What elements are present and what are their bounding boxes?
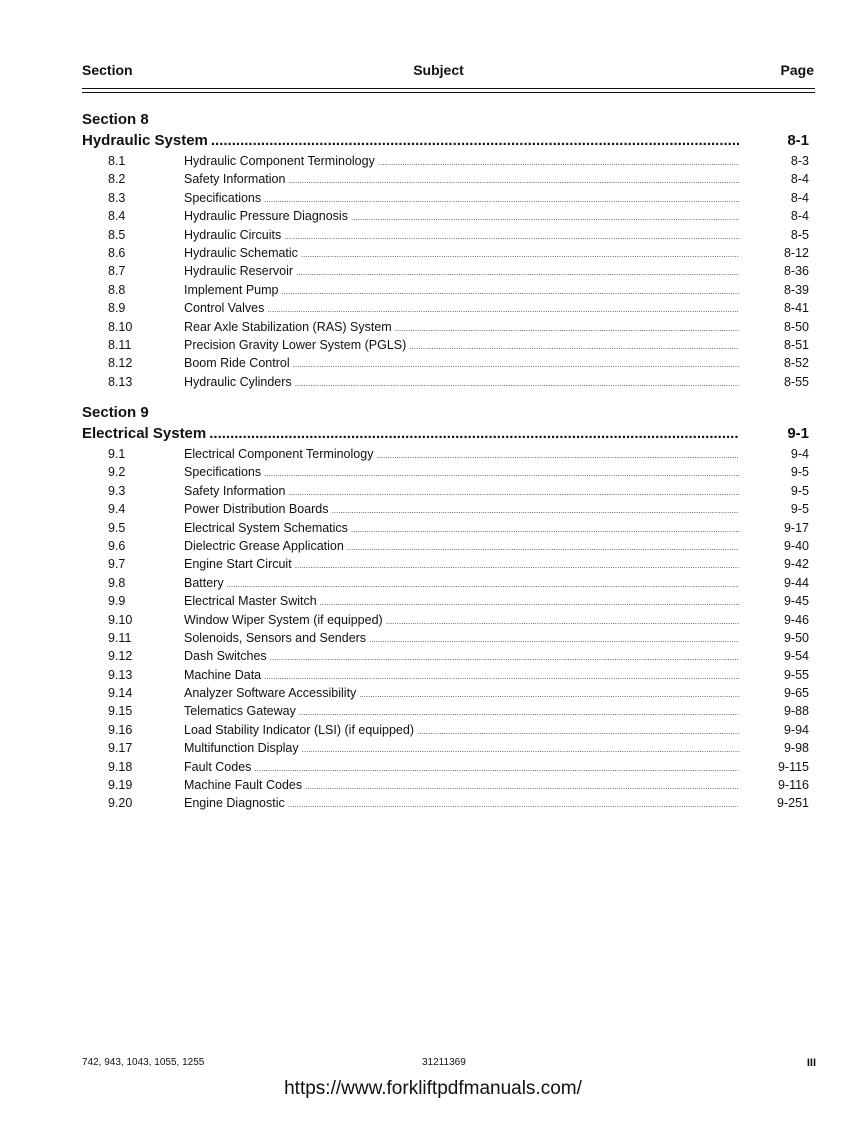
entry-number: 9.3 [108,483,126,498]
toc-entry[interactable] [82,482,809,500]
entry-title: Engine Start Circuit [184,557,292,572]
entry-page: 8-4 [790,172,809,187]
entry-title: Telematics Gateway [184,704,296,719]
dot-leader [264,465,739,483]
entry-page: 9-98 [783,741,809,756]
entry-page: 9-88 [783,704,809,719]
entry-number: 9.14 [108,686,133,701]
entry-page: 9-17 [783,520,809,535]
entry-number: 9.4 [108,502,126,517]
entry-number: 8.11 [108,337,132,352]
toc-entry[interactable] [82,592,809,610]
entry-page: 9-116 [777,778,809,793]
toc-entry[interactable] [82,207,809,225]
section-heading-link[interactable] [82,423,809,444]
entry-number: 9.19 [108,778,133,793]
toc-entry[interactable] [82,721,809,739]
entry-page: 8-5 [790,227,809,242]
entry-number: 8.6 [108,245,126,260]
entry-page: 8-50 [783,319,809,334]
entry-number: 8.8 [108,282,126,297]
dot-leader [417,723,739,741]
dot-leader [351,209,739,227]
entry-title: Engine Diagnostic [184,796,285,811]
toc-entry[interactable] [82,702,809,720]
watermark-url[interactable]: https://www.forkliftpdfmanuals.com/ [284,1078,582,1099]
dot-leader [281,283,739,301]
toc-section-8 [82,110,809,391]
dot-leader [351,521,739,539]
entry-title: Control Valves [184,301,265,316]
dot-leader [369,631,739,649]
dot-leader [296,264,739,282]
entry-page: 8-12 [783,245,809,260]
entry-title: Machine Fault Codes [184,778,303,793]
toc-entry[interactable] [82,574,809,592]
entry-page: 8-39 [783,282,809,297]
entry-page: 8-51 [783,337,809,352]
entry-page: 9-115 [777,759,809,774]
toc-entry[interactable] [82,611,809,629]
toc-entry[interactable] [82,318,809,336]
toc-entry[interactable] [82,537,809,555]
dot-leader [288,796,739,814]
entry-page: 9-4 [790,447,809,461]
entry-title: Hydraulic Cylinders [184,374,292,389]
entry-number: 9.5 [108,520,126,535]
entry-page: 9-94 [783,722,809,737]
entry-number: 9.10 [108,612,133,627]
entry-title: Multifunction Display [184,741,299,756]
entry-number: 8.2 [108,172,126,187]
toc-entry[interactable] [82,647,809,665]
dot-leader [288,484,739,502]
entry-title: Hydraulic Reservoir [184,264,294,279]
dot-leader [376,447,739,465]
entry-number: 9.6 [108,538,126,553]
entry-page: 8-52 [783,356,809,371]
entry-number: 9.9 [108,594,126,609]
footer-page-number: III [806,1057,816,1069]
entry-page: 8-4 [790,190,809,205]
toc-entry[interactable] [82,776,809,794]
dot-leader [395,320,739,338]
entry-number: 8.3 [108,190,126,205]
toc-entry[interactable] [82,555,809,573]
entry-title: Machine Data [184,667,262,682]
entry-title: Hydraulic Schematic [184,245,298,260]
entry-number: 9.8 [108,575,126,590]
dot-leader [409,338,739,356]
dot-leader [295,375,739,393]
entry-number: 9.11 [108,630,132,645]
entry-number: 8.5 [108,227,126,242]
toc-section-9 [82,403,809,813]
entry-number: 9.12 [108,649,133,664]
entry-page: 9-251 [777,796,809,811]
entry-number: 9.7 [108,557,126,572]
entry-page: 9-45 [783,594,809,609]
entry-title: Specifications [184,465,262,480]
entry-number: 9.16 [108,722,133,737]
entry-title: Load Stability Indicator (LSI) (if equipped) [184,722,414,737]
toc-list [82,445,809,813]
entry-title: Solenoids, Sensors and Senders [184,630,367,645]
toc-entry[interactable] [82,373,809,391]
section-page: 9-1 [787,425,809,442]
entry-page: 8-3 [790,154,809,168]
entry-title: Boom Ride Control [184,356,290,371]
entry-page: 9-44 [783,575,809,590]
toc-entry[interactable] [82,354,809,372]
dot-leader [288,172,739,190]
entry-number: 8.12 [108,356,133,371]
entry-title: Rear Axle Stabilization (RAS) System [184,319,392,334]
dot-leader [295,557,739,575]
entry-title: Hydraulic Pressure Diagnosis [184,209,348,224]
section-label: Section 8 [82,111,149,128]
section-heading-link[interactable] [82,130,809,151]
entry-title: Hydraulic Circuits [184,227,282,242]
header-rule-top [82,88,815,89]
entry-title: Implement Pump [184,282,279,297]
entry-number: 9.18 [108,759,133,774]
entry-title: Analyzer Software Accessibility [184,686,357,701]
toc-entry[interactable] [82,629,809,647]
entry-title: Specifications [184,190,262,205]
entry-number: 8.10 [108,319,133,334]
toc-entry[interactable] [82,739,809,757]
entry-title: Power Distribution Boards [184,502,329,517]
toc-entry[interactable] [82,500,809,518]
column-header-subject: Subject [413,62,464,78]
toc-entry[interactable] [82,336,809,354]
section-page: 8-1 [787,132,809,149]
toc-entry[interactable] [82,463,809,481]
entry-page: 9-54 [783,649,809,664]
toc-entry[interactable] [82,189,809,207]
section-title: Electrical System [82,425,207,442]
entry-title: Fault Codes [184,759,252,774]
entry-title: Safety Information [184,483,286,498]
dot-leader [211,130,739,151]
toc-entry[interactable] [82,445,809,463]
dot-leader [347,539,739,557]
column-header-section: Section [82,62,133,78]
dot-leader [270,649,739,667]
column-header-page: Page [780,62,814,78]
entry-page: 9-46 [783,612,809,627]
entry-title: Battery [184,575,224,590]
entry-number: 9.2 [108,465,126,480]
entry-page: 9-50 [783,630,809,645]
toc-entry[interactable] [82,758,809,776]
entry-page: 8-41 [783,301,809,316]
dot-leader [302,741,739,759]
entry-number: 8.4 [108,209,126,224]
entry-number: 9.15 [108,704,133,719]
entry-title: Dielectric Grease Application [184,538,344,553]
toc-entry[interactable] [82,226,809,244]
entry-page: 9-42 [783,557,809,572]
dot-leader [254,760,739,778]
dot-leader [332,502,739,520]
toc-list [82,152,809,391]
entry-number: 8.13 [108,374,133,389]
dot-leader [301,246,739,264]
toc-entry[interactable] [82,794,809,812]
toc-entry[interactable] [82,299,809,317]
entry-title: Safety Information [184,172,286,187]
entry-page: 9-5 [790,465,809,480]
dot-leader [386,613,739,631]
entry-title: Hydraulic Component Terminology [184,154,375,168]
toc-entry[interactable] [82,244,809,262]
footer-models: 742, 943, 1043, 1055, 1255 [82,1057,205,1068]
entry-number: 9.17 [108,741,133,756]
entry-page: 9-5 [790,483,809,498]
entry-page: 9-65 [783,686,809,701]
dot-leader [293,356,739,374]
entry-title: Window Wiper System (if equipped) [184,612,383,627]
header-rule-bottom [82,92,815,93]
entry-title: Precision Gravity Lower System (PGLS) [184,337,407,352]
dot-leader [359,686,739,704]
entry-number: 8.9 [108,301,126,316]
entry-page: 8-55 [783,374,809,389]
toc-entry[interactable] [82,152,809,170]
toc-entry[interactable] [82,519,809,537]
entry-page: 9-40 [783,538,809,553]
toc-entry[interactable] [82,262,809,280]
entry-title: Electrical Component Terminology [184,447,374,461]
entry-title: Dash Switches [184,649,267,664]
entry-title: Electrical System Schematics [184,520,348,535]
toc-entry[interactable] [82,666,809,684]
dot-leader [305,778,739,796]
entry-number: 8.1 [108,154,126,168]
dot-leader [209,423,739,444]
entry-number: 9.13 [108,667,133,682]
toc-entry[interactable] [82,281,809,299]
footer-doc-number: 31211369 [422,1057,466,1068]
entry-title: Electrical Master Switch [184,594,317,609]
entry-page: 9-5 [790,502,809,517]
entry-number: 8.7 [108,264,126,279]
toc-entry[interactable] [82,170,809,188]
entry-number: 9.20 [108,796,133,811]
entry-page: 9-55 [783,667,809,682]
section-title: Hydraulic System [82,132,208,149]
dot-leader [378,154,739,172]
section-label: Section 9 [82,404,149,421]
entry-page: 8-36 [783,264,809,279]
entry-page: 8-4 [790,209,809,224]
toc-entry[interactable] [82,684,809,702]
entry-number: 9.1 [108,447,126,461]
dot-leader [284,228,739,246]
